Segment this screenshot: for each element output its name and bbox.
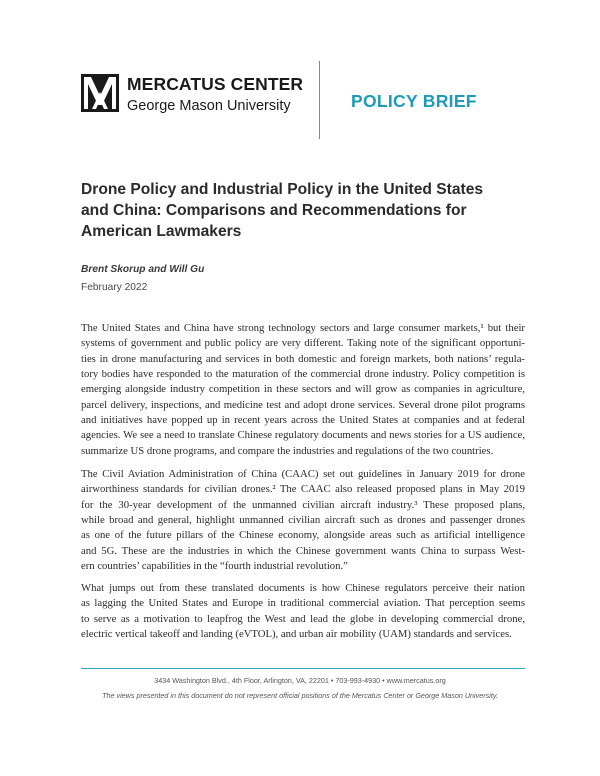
text-line: What jumps out from these translated documents is how Chinese regulators perceive their nation <box>81 582 525 594</box>
text-line: airworthiness standards for civilian drones.² The CAAC also released proposed plans in May 2019 <box>81 483 525 496</box>
text-line: electric vertical takeoff and landing (eVTOL), and urban air mobility (UAM) standards and services. <box>81 628 512 641</box>
footer-address: 3434 Washington Blvd., 4th Floor, Arlington, VA, 22201 • 703-993-4930 • www.mercatus.org <box>154 676 446 685</box>
text-line: parcel delivery, inspections, and medicine test and adopt drone services. Several drone pilot programs <box>81 398 525 411</box>
text-line: summarize US drone programs, and compare the industries and regulations of the two countries. <box>81 444 494 457</box>
footer-disclaimer: The views presented in this document do not represent official positions of the Mercatus Center or George Mason University. <box>102 691 498 700</box>
text-line: ern countries’ capabilities in the “fourth industrial revolution.” <box>81 560 348 573</box>
title-line: and China: Comparisons and Recommendations for <box>81 202 467 219</box>
authors: Brent Skorup and Will Gu <box>81 264 205 275</box>
text-line: as one of the future pillars of the Chinese economy, alongside areas such as artificial intelligence <box>81 529 525 542</box>
title-line: Drone Policy and Industrial Policy in the United States <box>81 181 484 198</box>
body-paragraph <box>81 321 525 459</box>
body-paragraph <box>81 581 525 642</box>
text-line: and initiatives have popped up in recent years across the United States at companies and at federal <box>81 414 525 427</box>
header-divider <box>319 61 320 139</box>
mercatus-logo-mark-icon <box>81 74 119 112</box>
text-line: ties in drone manufacturing and services in both domestic and foreign markets, both nations’ regula- <box>81 352 525 365</box>
publication-date: February 2022 <box>81 282 148 293</box>
text-line: and 5G. These are the industries in which the Chinese government wants China to surpass West- <box>81 544 525 557</box>
text-line: as lagging the United States and Europe in traditional commercial aviation. That perception seems <box>81 597 525 610</box>
text-line: The United States and China have strong technology sectors and large consumer markets,¹ but their <box>81 322 525 334</box>
document-type: POLICY BRIEF <box>351 91 477 111</box>
org-name: MERCATUS CENTER <box>127 74 304 94</box>
text-line: while broad and general, highlight unmanned civilian aircraft such as drones and passenger drones <box>81 514 525 527</box>
text-line: systems of government and public policy are very different. Taking note of the significant opportuni- <box>81 337 525 350</box>
text-line: for the 30-year development of the unmanned civilian aircraft industry.³ These proposed plans, <box>81 498 525 511</box>
text-line: emerging alongside industry competition in these sectors and will grow as companies in agriculture, <box>81 383 525 396</box>
title-line: American Lawmakers <box>81 223 242 240</box>
body-paragraph <box>81 467 525 574</box>
text-line: to serve as a motivation to leapfrog the West and lead the globe in developing commercial drone, <box>81 612 525 625</box>
footer-divider <box>81 668 525 669</box>
org-subtitle: George Mason University <box>127 98 291 114</box>
page-title <box>81 179 531 242</box>
text-line: agencies. We see a need to translate Chinese regulatory documents and news stories for a US audience, <box>81 429 525 442</box>
text-line: tory bodies have responded to the maturation of the commercial drone industry. Policy competition is <box>81 368 525 381</box>
text-line: The Civil Aviation Administration of China (CAAC) set out guidelines in January 2019 for drone <box>81 468 525 480</box>
